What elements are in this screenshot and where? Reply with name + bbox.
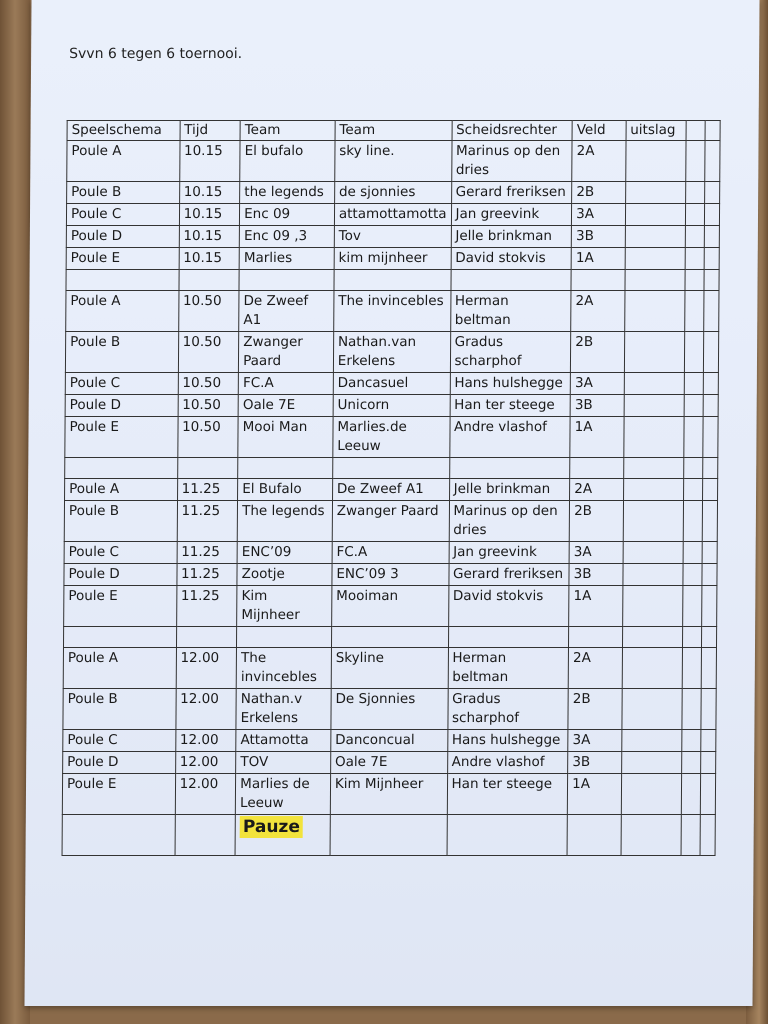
cell-poule: Poule D: [63, 752, 176, 774]
cell-tijd: 11.25: [177, 501, 238, 542]
cell-extra-2: [702, 501, 717, 542]
cell-poule: Poule E: [62, 774, 175, 815]
empty-cell: [237, 627, 332, 648]
cell-team-2: Tov: [334, 226, 451, 248]
empty-cell: [330, 815, 447, 856]
table-row: [65, 417, 718, 458]
cell-poule: Poule D: [64, 564, 177, 586]
cell-extra-1: [685, 395, 704, 417]
empty-cell: [684, 458, 703, 479]
header-veld: Veld: [572, 121, 626, 141]
cell-extra-1: [686, 248, 705, 270]
cell-team-2: Unicorn: [333, 395, 450, 417]
cell-team-2: Danconcual: [331, 730, 448, 752]
empty-cell: [331, 627, 448, 648]
empty-cell: [703, 458, 718, 479]
empty-cell: [685, 270, 704, 291]
cell-poule: Poule C: [65, 373, 178, 395]
cell-team-1: Zootje: [237, 564, 332, 586]
cell-extra-2: [703, 373, 718, 395]
empty-cell: [700, 815, 715, 856]
cell-extra-2: [704, 226, 719, 248]
cell-team-1: Attamotta: [236, 730, 331, 752]
cell-uitslag: [624, 395, 685, 417]
cell-tijd: 10.15: [179, 182, 240, 204]
cell-tijd: 10.15: [179, 248, 240, 270]
cell-extra-1: [684, 417, 703, 458]
cell-tijd: 11.25: [176, 586, 237, 627]
cell-team-2: kim mijnheer: [334, 248, 451, 270]
header-row: [67, 121, 720, 141]
empty-cell: [333, 458, 450, 479]
empty-cell: [175, 815, 236, 856]
cell-team-1: El Bufalo: [238, 479, 333, 501]
cell-tijd: 10.50: [178, 291, 239, 332]
cell-team-2: Nathan.van Erkelens: [333, 332, 450, 373]
empty-cell: [621, 815, 682, 856]
cell-scheidsrechter: Hans hulshegge: [447, 730, 568, 752]
table-row: [66, 226, 719, 248]
cell-team-1: Nathan.v Erkelens: [236, 689, 331, 730]
cell-team-2: de sjonnies: [334, 182, 451, 204]
cell-extra-2: [705, 204, 720, 226]
cell-uitslag: [625, 204, 686, 226]
cell-poule: Poule E: [66, 248, 179, 270]
cell-extra-2: [705, 182, 720, 204]
cell-team-2: Mooiman: [331, 586, 448, 627]
cell-extra-1: [682, 689, 701, 730]
cell-extra-2: [702, 542, 717, 564]
table-row: [67, 141, 720, 182]
cell-poule: Poule B: [63, 689, 176, 730]
cell-veld: 2A: [571, 291, 625, 332]
cell-poule: Poule B: [64, 501, 177, 542]
empty-cell: [704, 270, 719, 291]
cell-scheidsrechter: Gerard freriksen: [448, 564, 569, 586]
cell-veld: 1A: [571, 248, 625, 270]
header-team-2: Team: [335, 121, 452, 141]
table-row: [66, 204, 719, 226]
cell-veld: 3A: [572, 204, 626, 226]
cell-team-1: Mooi Man: [238, 417, 333, 458]
cell-team-1: Marlies: [239, 248, 334, 270]
cell-tijd: 11.25: [177, 542, 238, 564]
cell-scheidsrechter: Herman beltman: [448, 648, 569, 689]
empty-cell: [683, 627, 702, 648]
empty-cell: [623, 458, 684, 479]
cell-tijd: 12.00: [175, 730, 236, 752]
cell-veld: 3B: [571, 226, 625, 248]
cell-team-1: De Zweef A1: [239, 291, 334, 332]
cell-extra-2: [702, 586, 717, 627]
spacer-row: [65, 458, 718, 479]
cell-extra-1: [683, 586, 702, 627]
cell-team-2: Kim Mijnheer: [330, 774, 447, 815]
cell-poule: Poule E: [65, 417, 178, 458]
cell-veld: 2B: [568, 689, 622, 730]
cell-veld: 2B: [569, 501, 623, 542]
header-speelschema: Speelschema: [67, 121, 180, 141]
cell-extra-1: [682, 752, 701, 774]
document-title: Svvn 6 tegen 6 toernooi.: [69, 46, 243, 62]
empty-cell: [238, 458, 333, 479]
cell-scheidsrechter: David stokvis: [448, 586, 569, 627]
cell-scheidsrechter: Jan greevink: [449, 542, 570, 564]
table-row: [63, 752, 716, 774]
cell-uitslag: [623, 417, 684, 458]
cell-extra-2: [704, 291, 719, 332]
empty-cell: [447, 815, 568, 856]
cell-extra-1: [686, 226, 705, 248]
cell-uitslag: [624, 332, 685, 373]
table-row: [66, 248, 719, 270]
cell-scheidsrechter: Gradus scharphof: [447, 689, 568, 730]
cell-poule: Poule B: [67, 182, 180, 204]
cell-uitslag: [621, 730, 682, 752]
cell-poule: Poule A: [65, 479, 178, 501]
cell-team-1: FC.A: [238, 373, 333, 395]
cell-veld: 2A: [570, 479, 624, 501]
spacer-row: [63, 627, 716, 648]
cell-extra-1: [686, 141, 705, 182]
cell-extra-1: [686, 204, 705, 226]
cell-uitslag: [623, 564, 684, 586]
cell-team-2: ENC’09 3: [332, 564, 449, 586]
header-extra-1: [686, 121, 705, 141]
cell-extra-2: [704, 248, 719, 270]
cell-tijd: 12.00: [175, 752, 236, 774]
empty-cell: [570, 458, 624, 479]
empty-cell: [179, 270, 240, 291]
cell-poule: Poule C: [63, 730, 176, 752]
cell-extra-1: [683, 648, 702, 689]
cell-poule: Poule D: [65, 395, 178, 417]
cell-extra-1: [682, 730, 701, 752]
table-row: [62, 774, 715, 815]
cell-extra-1: [685, 332, 704, 373]
cell-veld: 3A: [568, 730, 622, 752]
schedule-body: [62, 141, 720, 856]
empty-cell: [449, 458, 570, 479]
cell-poule: Poule C: [66, 204, 179, 226]
cell-uitslag: [621, 774, 682, 815]
cell-veld: 3A: [569, 542, 623, 564]
cell-team-2: De Sjonnies: [331, 689, 448, 730]
cell-extra-2: [700, 774, 715, 815]
table-row: [64, 542, 717, 564]
cell-poule: Poule C: [64, 542, 177, 564]
cell-team-2: Dancasuel: [333, 373, 450, 395]
cell-tijd: 10.50: [178, 332, 239, 373]
cell-uitslag: [623, 542, 684, 564]
cell-extra-2: [701, 730, 716, 752]
header-uitslag: uitslag: [626, 121, 687, 141]
cell-scheidsrechter: Jan greevink: [451, 204, 572, 226]
cell-extra-1: [685, 373, 704, 395]
cell-extra-2: [701, 648, 716, 689]
cell-uitslag: [624, 373, 685, 395]
cell-uitslag: [625, 141, 686, 182]
cell-scheidsrechter: Jelle brinkman: [451, 226, 572, 248]
cell-uitslag: [622, 689, 683, 730]
empty-cell: [450, 270, 571, 291]
empty-cell: [177, 458, 238, 479]
cell-veld: 1A: [569, 586, 623, 627]
cell-scheidsrechter: Han ter steege: [450, 395, 571, 417]
empty-cell: [176, 627, 237, 648]
cell-veld: 2A: [572, 141, 626, 182]
empty-cell: [567, 815, 621, 856]
cell-poule: Poule A: [67, 141, 180, 182]
empty-cell: [681, 815, 700, 856]
cell-tijd: 10.50: [178, 395, 239, 417]
table-row: [65, 395, 718, 417]
table-row: [64, 586, 717, 627]
table-row: [63, 730, 716, 752]
cell-poule: Poule A: [63, 648, 176, 689]
empty-cell: [571, 270, 625, 291]
cell-team-1: Marlies de Leeuw: [235, 774, 330, 815]
empty-cell: [622, 627, 683, 648]
cell-veld: 2A: [568, 648, 622, 689]
header-tijd: Tijd: [180, 121, 241, 141]
cell-team-2: sky line.: [335, 141, 452, 182]
cell-uitslag: [622, 586, 683, 627]
cell-extra-1: [686, 182, 705, 204]
cell-team-2: attamottamotta: [334, 204, 451, 226]
cell-extra-2: [701, 689, 716, 730]
cell-extra-1: [684, 542, 703, 564]
header-scheidsrechter: Scheidsrechter: [452, 121, 573, 141]
cell-team-1: The legends: [237, 501, 332, 542]
cell-extra-2: [702, 564, 717, 586]
cell-uitslag: [624, 291, 685, 332]
empty-cell: [239, 270, 334, 291]
cell-veld: 2B: [572, 182, 626, 204]
cell-poule: Poule E: [64, 586, 177, 627]
table-row: [63, 689, 716, 730]
cell-scheidsrechter: David stokvis: [451, 248, 572, 270]
cell-extra-2: [704, 332, 719, 373]
cell-uitslag: [623, 479, 684, 501]
cell-scheidsrechter: Hans hulshegge: [450, 373, 571, 395]
cell-uitslag: [622, 648, 683, 689]
pauze-row: [62, 815, 715, 856]
cell-extra-2: [705, 141, 720, 182]
cell-scheidsrechter: Gradus scharphof: [450, 332, 571, 373]
cell-extra-1: [685, 291, 704, 332]
cell-extra-1: [683, 564, 702, 586]
empty-cell: [63, 627, 176, 648]
cell-team-1: TOV: [236, 752, 331, 774]
cell-scheidsrechter: Marinus op den dries: [451, 141, 572, 182]
cell-pauze: [235, 815, 330, 856]
empty-cell: [448, 627, 569, 648]
schedule-table: [62, 120, 721, 856]
cell-extra-1: [684, 501, 703, 542]
cell-tijd: 11.25: [177, 564, 238, 586]
cell-team-2: De Zweef A1: [332, 479, 449, 501]
table-row: [65, 373, 718, 395]
empty-cell: [62, 815, 175, 856]
cell-team-1: the legends: [240, 182, 335, 204]
cell-team-2: The invincebles: [334, 291, 451, 332]
cell-team-2: Zwanger Paard: [332, 501, 449, 542]
empty-cell: [702, 627, 717, 648]
cell-scheidsrechter: Jelle brinkman: [449, 479, 570, 501]
paper-sheet: [24, 0, 759, 1006]
cell-extra-1: [682, 774, 701, 815]
cell-scheidsrechter: Herman beltman: [450, 291, 571, 332]
cell-scheidsrechter: Gerard freriksen: [451, 182, 572, 204]
cell-uitslag: [625, 248, 686, 270]
cell-team-1: The invincebles: [236, 648, 331, 689]
cell-extra-2: [703, 395, 718, 417]
cell-team-1: El bufalo: [240, 141, 335, 182]
cell-extra-2: [703, 417, 718, 458]
cell-team-2: Skyline: [331, 648, 448, 689]
cell-team-1: ENC’09: [237, 542, 332, 564]
cell-uitslag: [623, 501, 684, 542]
cell-veld: 1A: [567, 774, 621, 815]
cell-poule: Poule A: [66, 291, 179, 332]
cell-veld: 3B: [568, 752, 622, 774]
cell-tijd: 10.15: [179, 204, 240, 226]
cell-tijd: 10.15: [179, 141, 240, 182]
cell-team-2: FC.A: [332, 542, 449, 564]
header-extra-2: [705, 121, 720, 141]
empty-cell: [334, 270, 451, 291]
cell-uitslag: [621, 752, 682, 774]
cell-team-1: Zwanger Paard: [239, 332, 334, 373]
empty-cell: [625, 270, 686, 291]
cell-tijd: 11.25: [177, 479, 238, 501]
cell-scheidsrechter: Marinus op den dries: [449, 501, 570, 542]
cell-poule: Poule B: [65, 332, 178, 373]
table-row: [65, 332, 718, 373]
cell-extra-2: [703, 479, 718, 501]
cell-poule: Poule D: [66, 226, 179, 248]
cell-extra-1: [684, 479, 703, 501]
spacer-row: [66, 270, 719, 291]
cell-scheidsrechter: Andre vlashof: [449, 417, 570, 458]
cell-team-1: Oale 7E: [238, 395, 333, 417]
cell-tijd: 10.50: [178, 373, 239, 395]
cell-tijd: 10.50: [177, 417, 238, 458]
cell-veld: 3B: [569, 564, 623, 586]
cell-team-2: Marlies.de Leeuw: [333, 417, 450, 458]
table-row: [66, 291, 719, 332]
cell-uitslag: [625, 226, 686, 248]
cell-team-1: Enc 09: [240, 204, 335, 226]
cell-tijd: 12.00: [175, 774, 236, 815]
empty-cell: [569, 627, 623, 648]
cell-veld: 2B: [571, 332, 625, 373]
empty-cell: [65, 458, 178, 479]
table-row: [64, 564, 717, 586]
table-row: [67, 182, 720, 204]
table-row: [64, 501, 717, 542]
cell-veld: 1A: [570, 417, 624, 458]
cell-team-1: Enc 09 ,3: [239, 226, 334, 248]
cell-team-2: Oale 7E: [330, 752, 447, 774]
cell-scheidsrechter: Han ter steege: [447, 774, 568, 815]
table-row: [63, 648, 716, 689]
cell-extra-2: [701, 752, 716, 774]
cell-veld: 3A: [570, 373, 624, 395]
empty-cell: [66, 270, 179, 291]
table-row: [65, 479, 718, 501]
cell-tijd: 12.00: [176, 648, 237, 689]
pauze-label: Pauze: [240, 816, 303, 838]
cell-tijd: 12.00: [175, 689, 236, 730]
cell-scheidsrechter: Andre vlashof: [447, 752, 568, 774]
header-team-1: Team: [240, 121, 335, 141]
cell-veld: 3B: [570, 395, 624, 417]
cell-team-1: Kim Mijnheer: [237, 586, 332, 627]
cell-tijd: 10.15: [179, 226, 240, 248]
cell-uitslag: [625, 182, 686, 204]
